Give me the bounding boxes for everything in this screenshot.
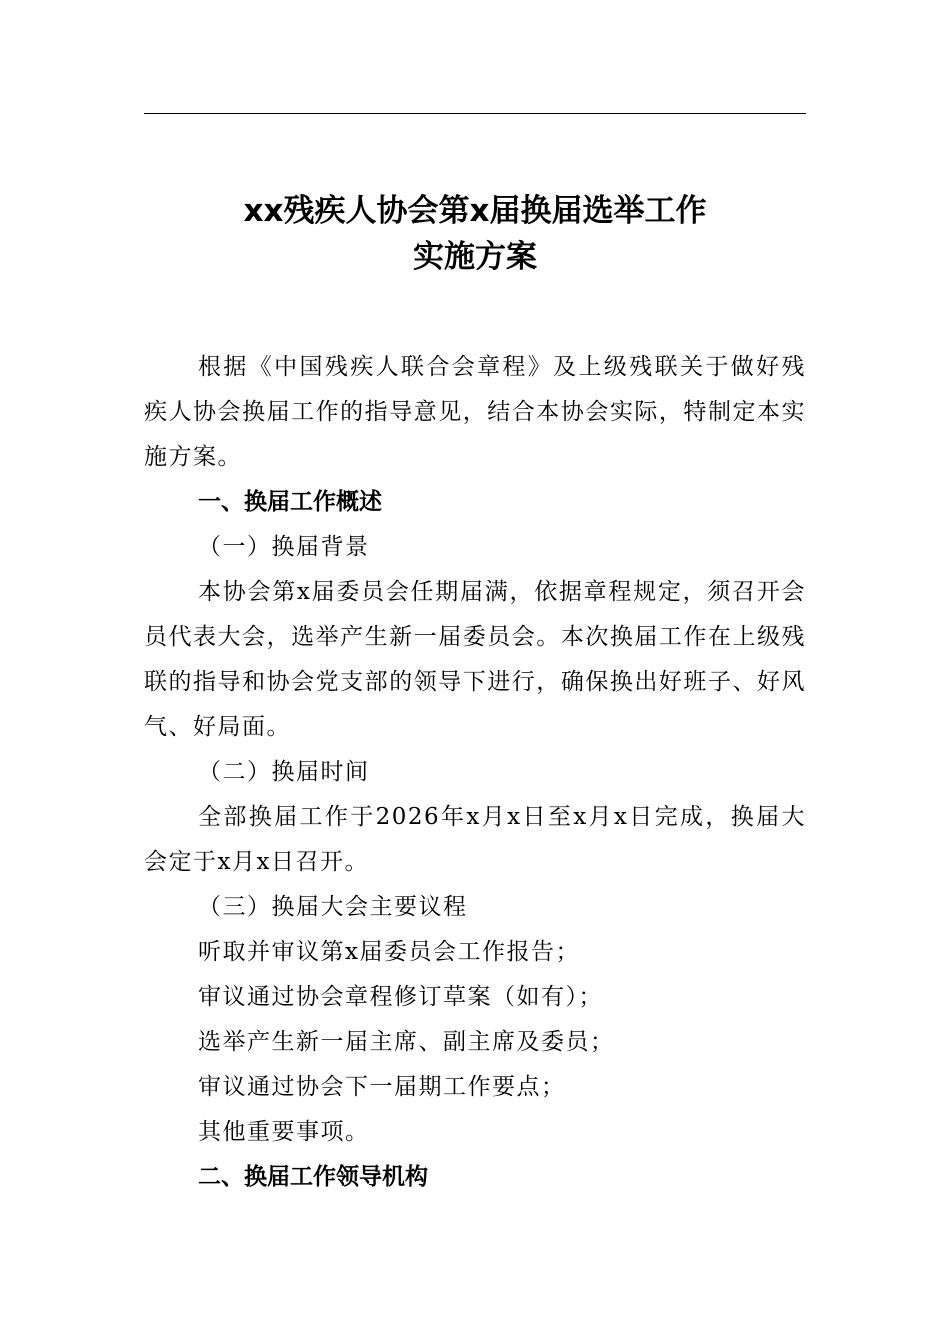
section-2-heading: 二、换届工作领导机构 bbox=[198, 1164, 428, 1190]
document-body bbox=[144, 345, 806, 1200]
agenda-item: 选举产生新一届主席、副主席及委员； bbox=[198, 1029, 615, 1055]
agenda-item: 审议通过协会章程修订草案（如有）； bbox=[198, 984, 603, 1010]
subsection-2-paragraph: 全部换届工作于2026年x月x日至x月x日完成，换届大会定于x月x日召开。 bbox=[144, 804, 806, 875]
subsection-2-heading: （二）换届时间 bbox=[198, 759, 370, 785]
document-title-line-2: 实施方案 bbox=[413, 239, 537, 275]
subsection-3-heading: （三）换届大会主要议程 bbox=[198, 894, 468, 920]
header-rule bbox=[144, 113, 806, 114]
subsection-1-paragraph: 本协会第x届委员会任期届满，依据章程规定，须召开会员代表大会，选举产生新一届委员会。本次换届工作在上级残联的指导和协会党支部的领导下进行，确保换出好班子、好风气、好局面。 bbox=[144, 579, 806, 740]
section-1-heading: 一、换届工作概述 bbox=[198, 489, 382, 515]
agenda-item: 审议通过协会下一届期工作要点； bbox=[198, 1074, 566, 1100]
agenda-item: 听取并审议第x届委员会工作报告； bbox=[198, 939, 580, 965]
subsection-1-heading: （一）换届背景 bbox=[198, 534, 370, 560]
agenda-item: 其他重要事项。 bbox=[198, 1119, 370, 1145]
intro-paragraph: 根据《中国残疾人联合会章程》及上级残联关于做好残疾人协会换届工作的指导意见，结合本协会实际，特制定本实施方案。 bbox=[144, 354, 806, 470]
document-title-line-1: xx残疾人协会第x届换届选举工作 bbox=[243, 193, 707, 229]
